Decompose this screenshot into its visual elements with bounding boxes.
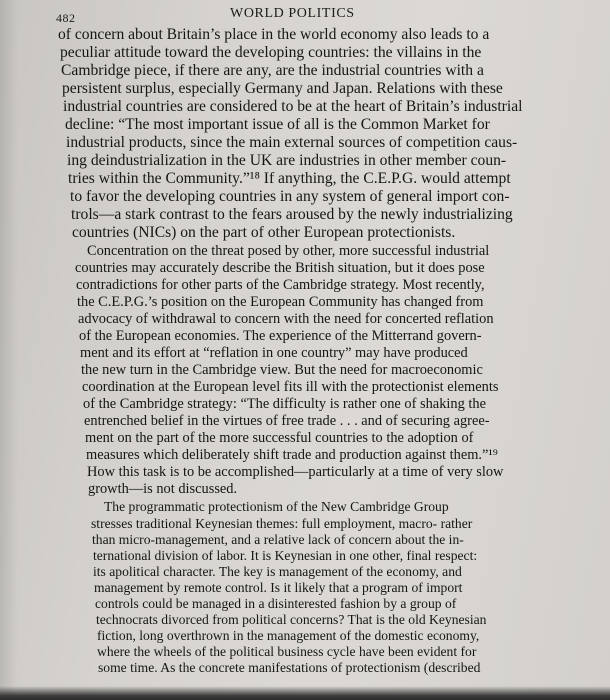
- text-line: to favor the developing countries in any system of general import con-: [70, 188, 510, 205]
- text-line: Cambridge piece, if there are any, are the industrial countries with a: [61, 62, 484, 79]
- text-line: ing deindustrialization in the UK are industries in other member coun-: [67, 152, 507, 169]
- text-line: ment on the part of the more successful countries to the adoption of: [85, 430, 474, 446]
- text-line: measures which deliberately shift trade and production against them.”¹⁹: [86, 447, 498, 463]
- running-head: WORLD POLITICS: [230, 6, 355, 21]
- page-number: 482: [56, 11, 76, 25]
- text-line: contradictions for other parts of the Cambridge strategy. Most recently,: [76, 277, 485, 293]
- text-line: where the wheels of the political business cycle have been evident for: [97, 644, 477, 659]
- text-line: The programmatic protectionism of the New Cambridge Group: [104, 499, 449, 514]
- text-line: than micro-management, and a relative lack of concern about the in-: [92, 532, 464, 547]
- text-line: ternational division of labor. It is Keynesian in one other, final respect:: [93, 548, 478, 563]
- text-line: trols—a stark contrast to the fears aroused by the newly industrializing: [71, 206, 513, 223]
- text-line: of the European economies. The experience of the Mitterrand govern-: [79, 328, 482, 344]
- text-line: ment and its effort at “reflation in one country” may have produced: [80, 345, 468, 361]
- text-line: growth—is not discussed.: [88, 481, 238, 497]
- text-line: some time. As the concrete manifestations of protectionism (described: [98, 660, 481, 675]
- text-line: peculiar attitude toward the developing countries: the villains in the: [60, 44, 482, 61]
- text-line: persistent surplus, especially Germany and Japan. Relations with these: [62, 80, 503, 97]
- text-line: coordination at the European level fits ill with the protectionist elements: [82, 379, 499, 395]
- text-line: the new turn in the Cambridge view. But the need for macroeconomic: [81, 362, 483, 378]
- text-line: its apolitical character. The key is management of the economy, and: [93, 564, 462, 579]
- page-bottom-shadow: [0, 686, 610, 700]
- text-line: Concentration on the threat posed by other, more successful industrial: [87, 243, 490, 259]
- text-line: controls could be managed in a disinterested fashion by a group of: [95, 596, 457, 611]
- text-line: fiction, long overthrown in the management of the domestic economy,: [97, 628, 480, 643]
- text-line: the C.E.P.G.’s position on the European Community has changed from: [77, 294, 484, 310]
- page-edge-shadow: [0, 0, 18, 700]
- text-line: of the Cambridge strategy: “The difficulty is rather one of shaking the: [83, 396, 486, 412]
- text-line: tries within the Community.”¹⁸ If anything, the C.E.P.G. would attempt: [68, 170, 511, 187]
- text-line: decline: “The most important issue of all is the Common Market for: [65, 116, 490, 133]
- text-line: management by remote control. Is it likely that a program of import: [94, 580, 463, 595]
- text-line: industrial products, since the main external sources of competition caus-: [66, 134, 518, 151]
- text-line: countries may accurately describe the British situation, but it does pose: [75, 260, 485, 276]
- text-line: stresses traditional Keynesian themes: full employment, macro- rather: [91, 516, 473, 531]
- text-line: advocacy of withdrawal to concern with the need for concerted reflation: [78, 311, 494, 327]
- text-line: How this task is to be accomplished—particularly at a time of very slow: [87, 464, 504, 480]
- text-line: entrenched belief in the virtues of free trade . . . and of securing agree-: [84, 413, 490, 429]
- text-line: of concern about Britain’s place in the world economy also leads to a: [58, 26, 490, 43]
- text-line: technocrats divorced from political concerns? That is the old Keynesian: [96, 612, 487, 627]
- page-header: [0, 6, 610, 26]
- text-line: countries (NICs) on the part of other European protectionists.: [72, 224, 456, 241]
- text-line: industrial countries are considered to be at the heart of Britain’s industrial: [63, 98, 523, 115]
